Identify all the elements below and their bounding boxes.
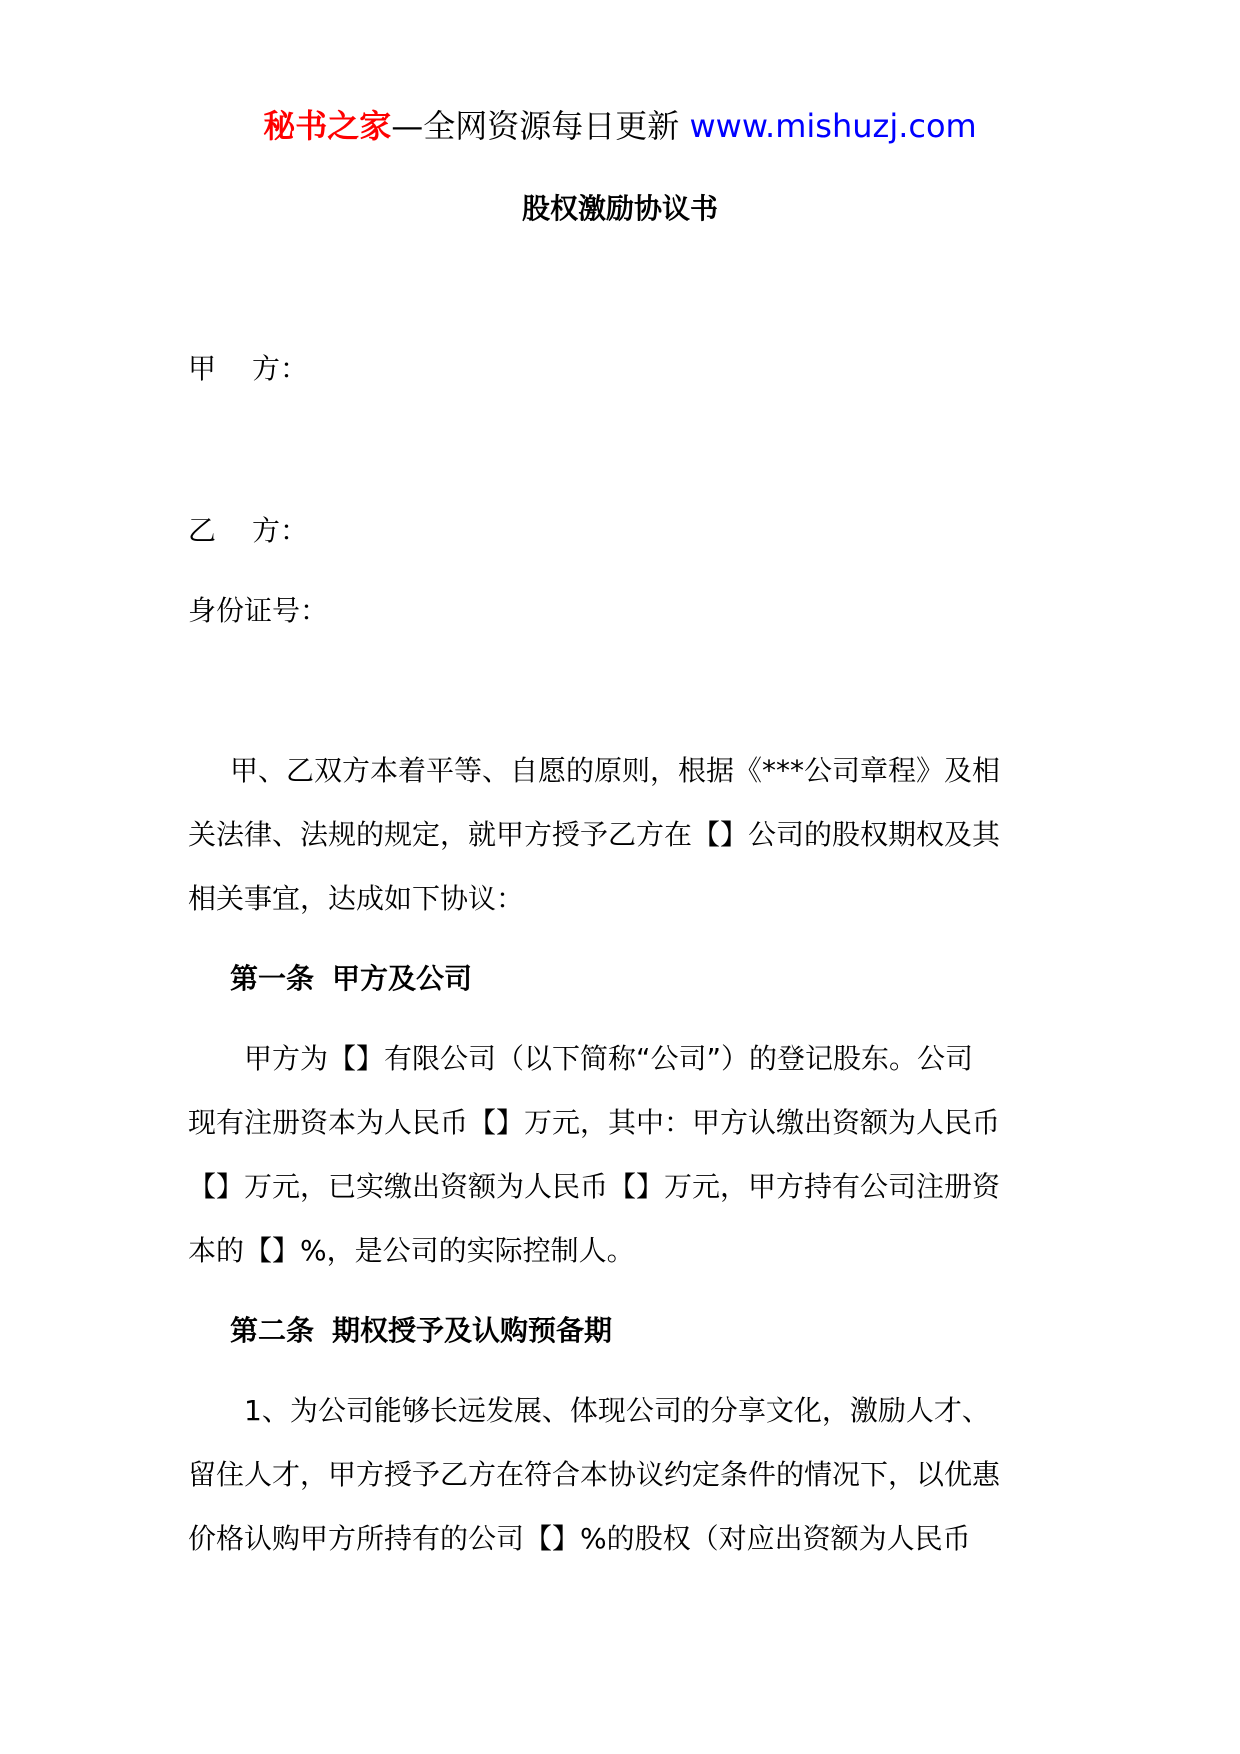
party-b-label-suffix: 方： [252,514,309,547]
article-2-line-2: 留住人才，甲方授予乙方在符合本协议约定条件的情况下，以优惠 [188,1458,1001,1491]
article-2-heading [230,1312,612,1350]
article-1-line-1: 甲方为【】有限公司（以下简称“公司”）的登记股东。公司 [244,1042,974,1075]
article-1-number: 第一条 [230,962,315,995]
site-tagline: —全网资源每日更新 [391,107,680,145]
site-header [0,104,1240,148]
site-brand: 秘书之家 [263,107,392,145]
article-2-line-3: 价格认购甲方所持有的公司【】%的股权（对应出资额为人民币 [188,1522,971,1555]
id-number-label: 身份证号： [188,594,329,627]
party-b-label-char: 乙 [188,514,217,547]
article-1-line-3: 【】万元，已实缴出资额为人民币【】万元，甲方持有公司注册资 [188,1170,1001,1203]
party-a-label-suffix: 方： [252,352,309,385]
article-2-number: 第二条 [230,1314,315,1347]
article-1-heading [230,960,472,998]
site-url-link[interactable]: www.mishuzj.com [689,107,977,145]
intro-line-1: 甲、乙双方本着平等、自愿的原则，根据《***公司章程》及相 [230,754,1001,787]
party-b-label [188,512,1058,550]
party-a-label-char: 甲 [188,352,217,385]
article-2-title: 期权授予及认购预备期 [332,1314,613,1347]
party-a-label [188,350,1058,388]
article-1-line-4: 本的【】%，是公司的实际控制人。 [188,1234,635,1267]
article-2-line-1: 1、为公司能够长远发展、体现公司的分享文化，激励人才、 [244,1394,990,1427]
intro-line-3: 相关事宜，达成如下协议： [188,882,525,915]
article-1-line-2: 现有注册资本为人民币【】万元，其中：甲方认缴出资额为人民币 [188,1106,1001,1139]
document-title: 股权激励协议书 [521,192,718,225]
article-1-title: 甲方及公司 [332,962,473,995]
intro-line-2: 关法律、法规的规定，就甲方授予乙方在【】公司的股权期权及其 [188,818,1001,851]
